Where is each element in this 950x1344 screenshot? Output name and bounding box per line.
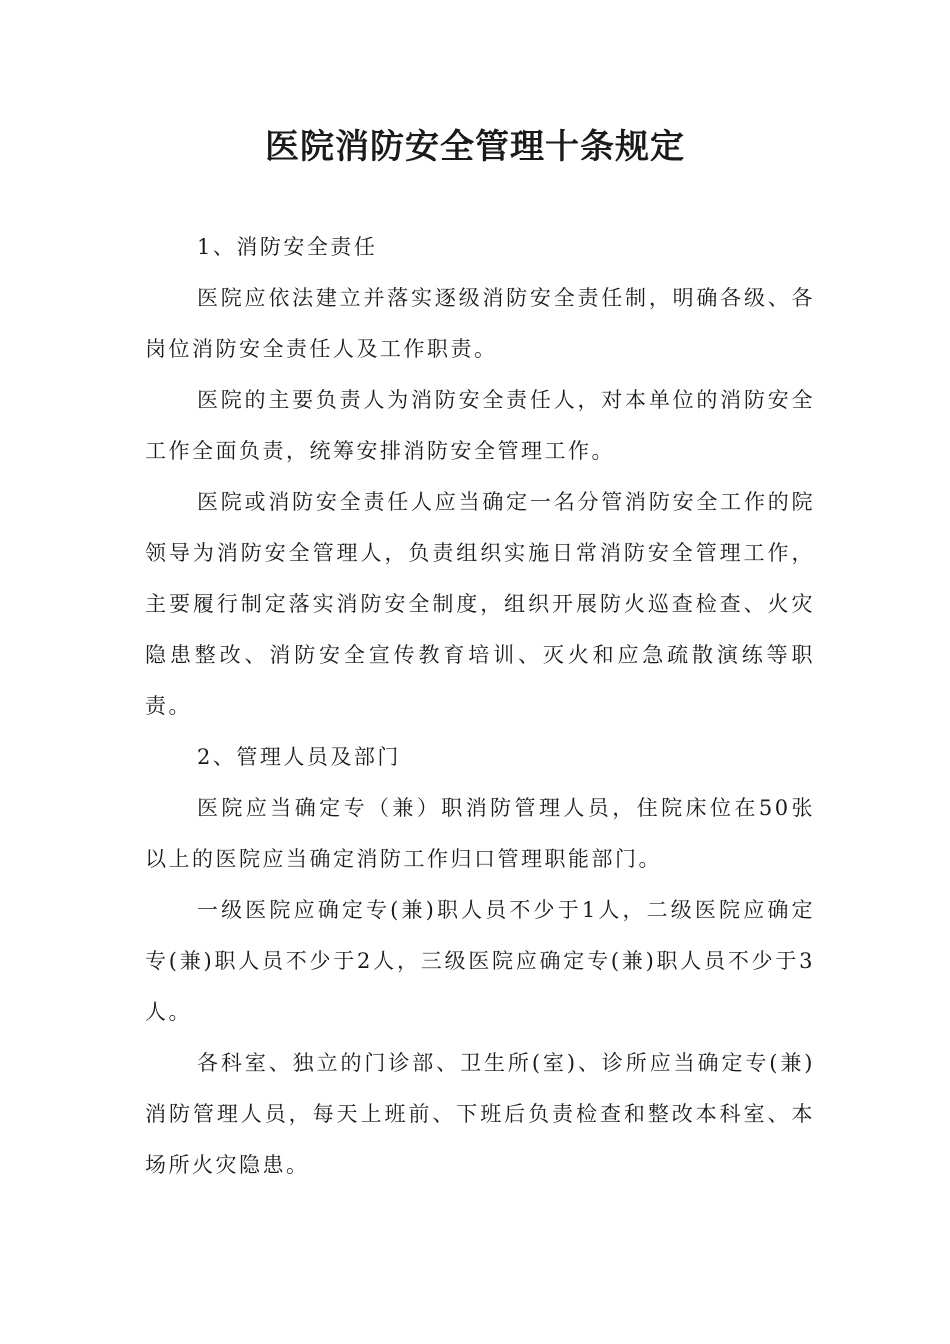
paragraph: 医院应当确定专（兼）职消防管理人员，住院床位在50张以上的医院应当确定消防工作归口管理职能部门。: [145, 796, 815, 871]
section-heading-1: 1、消防安全责任: [197, 235, 378, 259]
paragraph: 医院的主要负责人为消防安全责任人，对本单位的消防安全工作全面负责，统筹安排消防安全管理工作。: [145, 388, 815, 463]
section-heading-2: 2、管理人员及部门: [197, 745, 401, 769]
document-title: 医院消防安全管理十条规定: [265, 127, 685, 167]
paragraph: 医院应依法建立并落实逐级消防安全责任制，明确各级、各岗位消防安全责任人及工作职责。: [145, 286, 815, 361]
paragraph: 各科室、独立的门诊部、卫生所(室)、诊所应当确定专(兼)消防管理人员，每天上班前、下班后负责检查和整改本科室、本场所火灾隐患。: [145, 1051, 815, 1177]
document-body: [145, 222, 815, 1191]
paragraph: 一级医院应确定专(兼)职人员不少于1人，二级医院应确定专(兼)职人员不少于2人，三级医院应确定专(兼)职人员不少于3人。: [145, 898, 815, 1024]
paragraph: 医院或消防安全责任人应当确定一名分管消防安全工作的院领导为消防安全管理人，负责组织实施日常消防安全管理工作，主要履行制定落实消防安全制度，组织开展防火巡查检查、火灾隐患整改、消防安全宣传教育培训、灭火和应急疏散演练等职责。: [145, 490, 815, 718]
